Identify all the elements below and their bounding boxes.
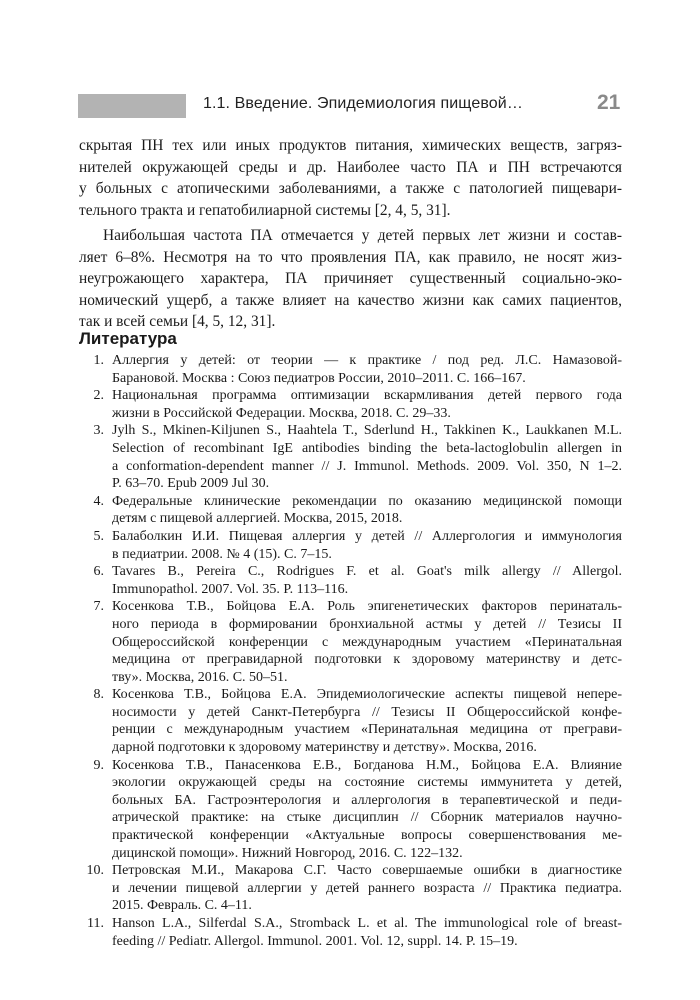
reference-line: Федеральные клинические рекомендации по оказанию медицинской помощи xyxy=(112,493,622,509)
body-text xyxy=(79,135,622,333)
reference-line: Selection of recombinant IgE antibodies binding the beta-lactoglobulin allergen in xyxy=(112,440,622,456)
reference-line: Immunopathol. 2007. Vol. 35. P. 113–116. xyxy=(112,581,349,597)
text-line: номический ущерб, а также влияет на качество жизни как самих пациентов, xyxy=(79,291,622,309)
reference-item xyxy=(79,352,622,387)
reference-line: ренции с международным участием «Перинатальная медицина от преграви- xyxy=(112,722,622,738)
text-line: неугрожающего характера, ПА причиняет существенный социально-эко- xyxy=(79,270,622,287)
reference-text xyxy=(112,915,622,950)
reference-text xyxy=(112,757,622,863)
reference-line: 2015. Февраль. С. 4–11. xyxy=(112,898,252,914)
reference-item xyxy=(79,686,622,756)
reference-line: Балаболкин И.И. Пищевая аллергия у детей // Аллергология и иммунология xyxy=(112,528,622,544)
reference-item xyxy=(79,757,622,863)
reference-line: Косенкова Т.В., Бойцова Е.А. Роль эпигенетических факторов перинаталь- xyxy=(112,599,622,615)
paragraph-2 xyxy=(79,225,622,333)
reference-line: Национальная программа оптимизации вскармливания детей первого года xyxy=(112,388,622,404)
reference-line: детям с пищевой аллергией. Москва, 2015, 2018. xyxy=(112,511,403,527)
reference-line: Косенкова Т.В., Бойцова Е.А. Эпидемиологические аспекты пищевой непере- xyxy=(112,687,622,703)
header-decor-bar xyxy=(78,94,186,118)
reference-line: экологии окружающей среды на состояние системы иммунитета у детей, xyxy=(112,775,622,791)
reference-item xyxy=(79,422,622,492)
reference-number: 6. xyxy=(93,564,104,580)
reference-text xyxy=(112,422,622,492)
reference-line: практической конференции «Актуальные вопросы совершенствования ме- xyxy=(112,828,622,844)
reference-list xyxy=(79,352,622,950)
reference-line: Hanson L.A., Silferdal S.A., Stromback L. et al. The immunological role of breast- xyxy=(112,916,622,931)
reference-item xyxy=(79,387,622,422)
reference-line: Аллергия у детей: от теории — к практике / под ред. Л.С. Намазовой- xyxy=(112,353,622,368)
reference-item xyxy=(79,598,622,686)
reference-number: 9. xyxy=(93,757,104,773)
reference-text xyxy=(112,493,622,528)
reference-line: ного периода в формировании бронхиальной астмы у детей // Тезисы II xyxy=(112,616,622,632)
reference-line: feeding // Pediatr. Allergol. Immunol. 2001. Vol. 12, suppl. 14. P. 15–19. xyxy=(112,933,518,949)
reference-text xyxy=(112,563,622,598)
reference-line: больных БА. Гастроэнтерология и аллергология в терапевтической и педи- xyxy=(112,792,622,808)
reference-item xyxy=(79,493,622,528)
reference-line: Tavares B., Pereira C., Rodrigues F. et al. Goat's milk allergy // Allergol. xyxy=(112,564,622,580)
reference-line: Общероссийской конференции с международным участием «Перинатальная xyxy=(112,634,622,650)
reference-line: Косенкова Т.В., Панасенкова Е.В., Богданова Н.М., Бойцова Е.А. Влияние xyxy=(112,757,622,773)
reference-line: дицинской помощи». Нижний Новгород, 2016. С. 122–132. xyxy=(112,845,463,861)
paragraph-1 xyxy=(79,135,622,221)
text-line: у больных с атопическими заболеваниями, а также с патологией пищевари- xyxy=(79,180,622,197)
reference-item xyxy=(79,862,622,915)
reference-line: в педиатрии. 2008. № 4 (15). С. 7–15. xyxy=(112,546,332,562)
reference-text xyxy=(112,686,622,756)
reference-number: 7. xyxy=(93,599,104,615)
reference-number: 5. xyxy=(93,528,104,544)
reference-number: 2. xyxy=(93,388,104,404)
reference-line: носимости у детей Санкт-Петербурга // Тезисы II Общероссийской конфе- xyxy=(112,704,622,720)
reference-line: атрической практике: на стыке дисциплин // Сборник материалов научно- xyxy=(112,810,622,826)
reference-text xyxy=(112,387,622,422)
text-line: ляет 6–8%. Несмотря на то что проявления ПА, как правило, не носят жиз- xyxy=(79,248,622,266)
text-line: Наибольшая частота ПА отмечается у детей первых лет жизни и состав- xyxy=(103,227,622,244)
reference-number: 4. xyxy=(93,493,104,509)
literature-heading: Литература xyxy=(79,329,177,348)
reference-line: медицина от прегравидарной подготовки к здоровому материнству и детс- xyxy=(112,652,622,668)
text-line: так и всей семьи [4, 5, 12, 31]. xyxy=(79,313,276,330)
reference-line: a conformation-dependent manner // J. Immunol. Methods. 2009. Vol. 350, N 1–2. xyxy=(112,458,622,474)
reference-number: 8. xyxy=(93,687,104,703)
reference-line: Барановой. Москва : Союз педиатров России, 2010–2011. С. 166–167. xyxy=(112,370,526,386)
reference-item xyxy=(79,528,622,563)
reference-item xyxy=(79,915,622,950)
reference-line: Петровская М.И., Макарова С.Г. Часто совершаемые ошибки в диагностике xyxy=(112,863,622,879)
reference-text xyxy=(112,598,622,686)
text-line: тельного тракта и гепатобилиарной системы [2, 4, 5, 31]. xyxy=(79,201,451,219)
reference-line: жизни в Российской Федерации. Москва, 2018. С. 29–33. xyxy=(112,405,451,421)
reference-number: 10. xyxy=(86,863,104,879)
reference-line: и лечении пищевой аллергии у детей раннего возраста // Практика педиатра. xyxy=(112,880,622,896)
reference-line: тву». Москва, 2016. С. 50–51. xyxy=(112,669,288,685)
reference-text xyxy=(112,528,622,563)
reference-line: Jylh S., Mkinen-Kiljunen S., Haahtela T., Sderlund H., Takkinen K., Laukkanen M.L. xyxy=(112,423,622,439)
reference-item xyxy=(79,563,622,598)
text-line: нителей окружающей среды и др. Наиболее часто ПА и ПН встречаются xyxy=(79,158,622,176)
reference-number: 11. xyxy=(87,916,104,931)
reference-text xyxy=(112,352,622,387)
running-header xyxy=(0,91,700,118)
running-header-title: 1.1. Введение. Эпидемиология пищевой… xyxy=(203,95,523,112)
reference-text xyxy=(112,862,622,915)
reference-line: P. 63–70. Epub 2009 Jul 30. xyxy=(112,476,270,492)
text-line: скрытая ПН тех или иных продуктов питания, химических веществ, загряз- xyxy=(79,137,622,154)
reference-number: 3. xyxy=(93,423,104,439)
reference-line: дарной подготовки к здоровому материнству и детству». Москва, 2016. xyxy=(112,740,537,756)
reference-number: 1. xyxy=(93,353,104,368)
page-number: 21 xyxy=(597,91,621,114)
